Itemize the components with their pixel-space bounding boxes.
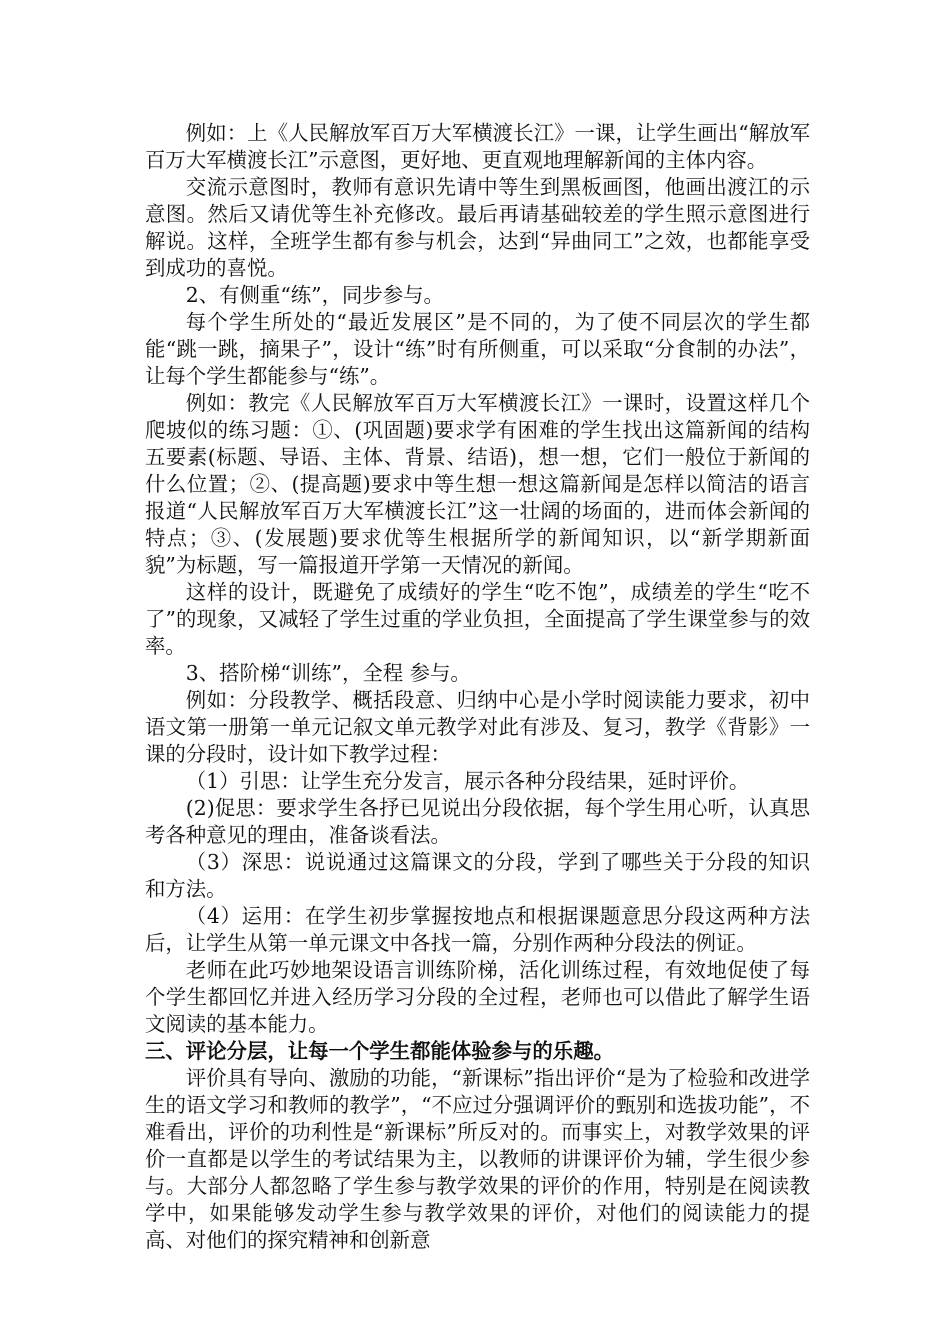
paragraph-teacher-ladder: 老师在此巧妙地架设语言训练阶梯，活化训练过程，有效地促使了每个学生都回忆并进入经历学习分段的全过程，老师也可以借此了解学生语文阅读的基本能力。 [145, 958, 810, 1036]
paragraph-design-effect: 这样的设计，既避免了成绩好的学生“吃不饱”，成绩差的学生“吃不了”的现象，又减轻了学生过重的学业负担，全面提高了学生课堂参与的效率。 [145, 580, 810, 658]
paragraph-example-segmenting: 例如：分段教学、概括段意、归纳中心是小学时阅读能力要求，初中语文第一册第一单元记叙文单元教学对此有涉及、复习，教学《背影》一课的分段时，设计如下教学过程： [145, 688, 810, 766]
step-2-cusi: (2)促思：要求学生各抒已见说出分段依据，每个学生用心听，认真思考各种意见的理由，准备谈看法。 [145, 796, 810, 847]
paragraph-example-diagram: 例如：上《人民解放军百万大军横渡长江》一课，让学生画出“解放军百万大军横渡长江”示意图，更好地、更直观地理解新闻的主体内容。 [145, 121, 810, 172]
paragraph-diagram-exchange: 交流示意图时，教师有意识先请中等生到黑板画图，他画出渡江的示意图。然后又请优等生补充修改。最后再请基础较差的学生照示意图进行解说。这样，全班学生都有参与机会，达到“异曲同工”之效，也都能享受到成功的喜悦。 [145, 175, 810, 280]
paragraph-example-exercises: 例如：教完《人民解放军百万大军横渡长江》一课时，设置这样几个爬坡似的练习题：①、(巩固题)要求学有困难的学生找出这篇新闻的结构五要素(标题、导语、主体、背景、结语)，想一想，它们一般位于新闻的什么位置；②、(提高题)要求中等生想一想这篇新闻是怎样以简洁的语言报道“人民解放军百万大军横渡长江”这一壮阔的场面的，进而体会新闻的特点；③、(发展题)要求优等生根据所学的新闻知识，以“新学期新面貌”为标题，写一篇报道开学第一天情况的新闻。 [145, 391, 810, 577]
step-4-yunyong: （4）运用：在学生初步掌握按地点和根据课题意思分段这两种方法后，让学生从第一单元课文中各找一篇，分别作两种分段法的例证。 [145, 904, 810, 955]
section-heading-3: 三、评论分层，让每一个学生都能体验参与的乐趣。 [145, 1039, 614, 1063]
subheading-practice: 2、有侧重“练”，同步参与。 [185, 283, 444, 307]
document-body [145, 120, 810, 1254]
step-3-shensi: （3）深思：说说通过这篇课文的分段，学到了哪些关于分段的知识和方法。 [145, 850, 810, 901]
paragraph-evaluation: 评价具有导向、激励的功能，“新课标”指出评价“是为了检验和改进学生的语文学习和教师的教学”，“不应过分强调评价的甄别和选拔功能”，不难看出，评价的功利性是“新课标”所反对的。而事实上，对教学效果的评价一直都是以学生的考试结果为主，以教师的讲课评价为辅，学生很少参与。大部分人都忽略了学生参与教学效果的评价的作用，特别是在阅读教学中，如果能够发动学生参与教学效果的评价，对他们的阅读能力的提高、对他们的探究精神和创新意 [145, 1066, 810, 1252]
subheading-training: 3、搭阶梯“训练”，全程 参与。 [185, 661, 471, 685]
paragraph-development-zone: 每个学生所处的“最近发展区”是不同的，为了使不同层次的学生都能“跳一跳，摘果子”，设计“练”时有所侧重，可以采取“分食制的办法”，让每个学生都能参与“练”。 [145, 310, 810, 388]
step-1-yinsi: （1）引思：让学生充分发言，展示各种分段结果，延时评价。 [185, 769, 750, 793]
